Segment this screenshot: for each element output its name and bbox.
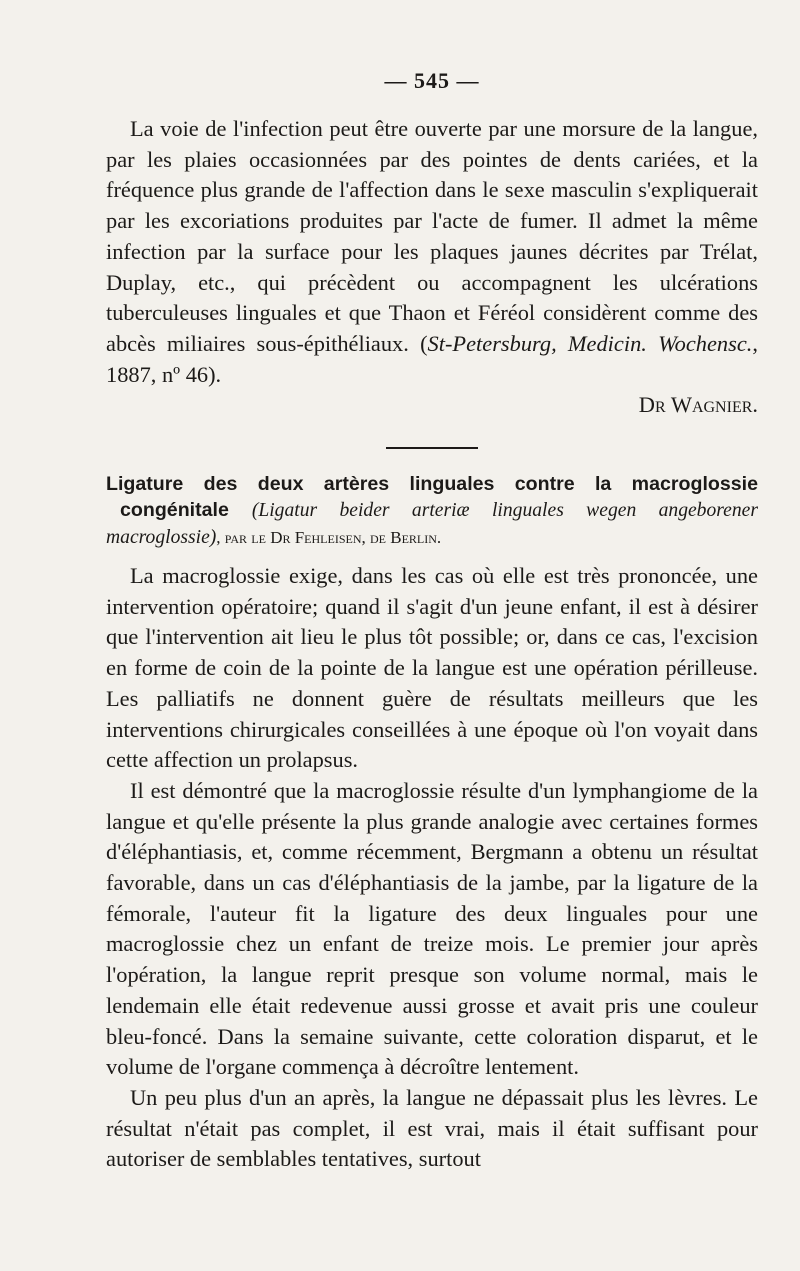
article-paragraph-2: Il est démontré que la macroglossie résulte d'un lymphangiome de la langue et qu'elle présente la plus grande analogie avec certaines formes d'éléphantiasis, et, comme récemment, Bergmann a obtenu un résultat favorable, dans un cas d'éléphantiasis de la jambe, par la ligature de la fémorale, l'auteur fit la ligature des deux linguales pour une macroglossie chez un enfant de treize mois. Le premier jour après l'opération, la langue reprit presque son volume normal, mais le lendemain elle était redevenue aussi grosse et avait pris une couleur bleu-foncé. Dans la semaine suivante, cette coloration disparut, et le volume de l'organe commença à décroître lentement.: [106, 777, 758, 1080]
article-title-continued: congénitale: [120, 499, 229, 522]
intro-paragraph: [106, 114, 758, 390]
signature-line: [106, 390, 758, 421]
signature: Dr Wagnier.: [638, 392, 758, 418]
article-body: [106, 561, 758, 1175]
article-byline: , par le Dr Fehleisen, de Berlin.: [216, 528, 442, 548]
intro-section: [106, 114, 758, 421]
article-paragraph-1: La macroglossie exige, dans les cas où elle est très prononcée, une intervention opératoire; quand il s'agit d'un jeune enfant, il est à désirer que l'intervention ait lieu le plus tôt possible; or, dans ce cas, l'excision en forme de coin de la pointe de la langue est une opération périlleuse. Les palliatifs ne donnent guère de résultats meilleurs que les interventions chirurgicales conseillées à une époque où l'on voyait dans cette affection un prolapsus.: [106, 563, 758, 773]
article-subtitle: (Ligatur beider arteriæ linguales wegen angeborener macroglossie): [106, 500, 758, 549]
article-heading: [106, 471, 758, 551]
intro-paragraph-text: La voie de l'infection peut être ouverte par une morsure de la langue, par les plaies occasionnées par des pointes de dents cariées, et la fréquence plus grande de l'affection dans le sexe masculin s'expliquerait par les excoriations produites par l'acte de fumer. Il admet la même infection par la surface pour les plaques jaunes décrites par Trélat, Duplay, etc., qui précèdent ou accompagnent les ulcérations tuberculeuses linguales et que Thaon et Féréol considèrent comme des abcès miliaires sous-épithéliaux.: [106, 116, 758, 356]
article-paragraph-3: Un peu plus d'un an après, la langue ne dépassait plus les lèvres. Le résultat n'était pas complet, il est vrai, mais il était suffisant pour autoriser de semblables tentatives, surtout: [106, 1084, 758, 1172]
citation-open: (: [420, 330, 428, 356]
citation-journal: St-Petersburg, Medicin. Wochensc.: [427, 330, 753, 356]
section-divider: [386, 447, 478, 449]
article-title: Ligature des deux artères linguales contre la macroglossie: [106, 473, 758, 496]
citation-rest: , 1887, nº 46).: [106, 330, 758, 387]
page-number: — 545 —: [384, 68, 480, 93]
